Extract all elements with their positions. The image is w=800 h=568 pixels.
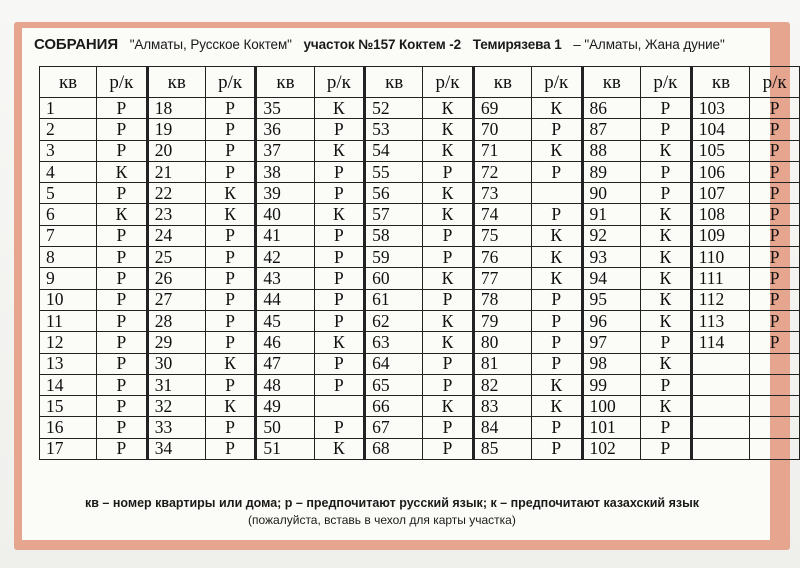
language-preference: Р bbox=[314, 161, 365, 182]
language-preference: К bbox=[641, 247, 692, 268]
apartment-number: 80 bbox=[473, 332, 531, 353]
language-preference: Р bbox=[423, 289, 474, 310]
table-row bbox=[40, 310, 800, 331]
apartment-number: 72 bbox=[473, 161, 531, 182]
language-preference: Р bbox=[314, 374, 365, 395]
language-preference: Р bbox=[205, 374, 256, 395]
apartment-number: 85 bbox=[473, 438, 531, 459]
language-preference: Р bbox=[750, 161, 800, 182]
language-preference: Р bbox=[314, 289, 365, 310]
apartment-number: 68 bbox=[365, 438, 423, 459]
apartment-number: 16 bbox=[40, 417, 97, 438]
table-row bbox=[40, 268, 800, 289]
language-preference: Р bbox=[205, 268, 256, 289]
language-preference: К bbox=[531, 247, 582, 268]
column-header-rk: р/к bbox=[531, 67, 582, 98]
language-preference: К bbox=[531, 140, 582, 161]
language-preference: Р bbox=[97, 225, 148, 246]
apartment-number: 88 bbox=[582, 140, 641, 161]
language-preference: К bbox=[641, 140, 692, 161]
language-preference: Р bbox=[423, 353, 474, 374]
language-preference: Р bbox=[750, 225, 800, 246]
header-street: Темирязева 1 bbox=[472, 37, 562, 52]
language-preference: Р bbox=[205, 161, 256, 182]
language-preference: Р bbox=[750, 289, 800, 310]
apartment-number: 63 bbox=[365, 332, 423, 353]
language-preference: К bbox=[423, 332, 474, 353]
language-preference: Р bbox=[97, 396, 148, 417]
language-preference: Р bbox=[205, 140, 256, 161]
apartment-number: 38 bbox=[256, 161, 314, 182]
apartment-number: 100 bbox=[582, 396, 641, 417]
header-congregation-2: – "Алматы, Жана дуние" bbox=[573, 37, 725, 52]
language-preference: Р bbox=[750, 310, 800, 331]
language-preference: К bbox=[314, 204, 365, 225]
apartment-number bbox=[691, 353, 750, 374]
apartment-number: 29 bbox=[147, 332, 205, 353]
apartment-number: 107 bbox=[691, 183, 750, 204]
legend-text: кв – номер квартиры или дома; р – предпочитают русский язык; к – предпочитают казахский язык bbox=[85, 496, 700, 510]
apartment-number: 15 bbox=[40, 396, 97, 417]
language-preference: К bbox=[97, 204, 148, 225]
language-preference: К bbox=[423, 396, 474, 417]
language-preference: Р bbox=[97, 247, 148, 268]
table-row bbox=[40, 289, 800, 310]
apartment-number: 5 bbox=[40, 183, 97, 204]
apartment-number: 78 bbox=[473, 289, 531, 310]
language-preference: К bbox=[423, 268, 474, 289]
apartment-number: 7 bbox=[40, 225, 97, 246]
apartment-number: 12 bbox=[40, 332, 97, 353]
apartment-number: 106 bbox=[691, 161, 750, 182]
language-preference: Р bbox=[97, 374, 148, 395]
language-preference bbox=[531, 183, 582, 204]
apartment-number: 55 bbox=[365, 161, 423, 182]
language-preference: К bbox=[641, 225, 692, 246]
apartment-number: 33 bbox=[147, 417, 205, 438]
language-preference: Р bbox=[641, 374, 692, 395]
apartment-number: 41 bbox=[256, 225, 314, 246]
apartment-number: 61 bbox=[365, 289, 423, 310]
apartment-number: 113 bbox=[691, 310, 750, 331]
apartment-number: 70 bbox=[473, 119, 531, 140]
language-preference: К bbox=[314, 140, 365, 161]
language-preference: Р bbox=[423, 247, 474, 268]
language-preference: Р bbox=[97, 119, 148, 140]
language-preference bbox=[750, 417, 800, 438]
apartment-number: 3 bbox=[40, 140, 97, 161]
language-preference: К bbox=[314, 98, 365, 119]
language-preference: Р bbox=[423, 374, 474, 395]
language-preference bbox=[750, 353, 800, 374]
apartment-number: 64 bbox=[365, 353, 423, 374]
language-preference: Р bbox=[97, 332, 148, 353]
apartment-number: 90 bbox=[582, 183, 641, 204]
apartment-number: 31 bbox=[147, 374, 205, 395]
apartment-number: 2 bbox=[40, 119, 97, 140]
language-preference: Р bbox=[531, 353, 582, 374]
language-preference: Р bbox=[750, 119, 800, 140]
table-header-row bbox=[40, 67, 800, 98]
table-row bbox=[40, 332, 800, 353]
table-row bbox=[40, 119, 800, 140]
language-preference: Р bbox=[314, 417, 365, 438]
language-preference bbox=[314, 396, 365, 417]
language-preference: К bbox=[423, 119, 474, 140]
language-preference: Р bbox=[750, 183, 800, 204]
column-header-kv: кв bbox=[40, 67, 97, 98]
language-preference: Р bbox=[641, 332, 692, 353]
language-preference: К bbox=[641, 268, 692, 289]
apartment-number: 77 bbox=[473, 268, 531, 289]
language-preference: Р bbox=[531, 310, 582, 331]
language-preference: Р bbox=[750, 268, 800, 289]
language-preference: Р bbox=[531, 161, 582, 182]
apartment-number: 51 bbox=[256, 438, 314, 459]
apartment-number: 76 bbox=[473, 247, 531, 268]
table-row bbox=[40, 396, 800, 417]
apartment-number: 71 bbox=[473, 140, 531, 161]
apartment-number: 52 bbox=[365, 98, 423, 119]
apartment-number: 84 bbox=[473, 417, 531, 438]
language-preference: Р bbox=[750, 204, 800, 225]
language-preference: Р bbox=[97, 310, 148, 331]
column-header-kv: кв bbox=[582, 67, 641, 98]
apartment-number: 56 bbox=[365, 183, 423, 204]
apartment-number: 108 bbox=[691, 204, 750, 225]
language-preference: Р bbox=[314, 268, 365, 289]
language-preference: Р bbox=[97, 417, 148, 438]
apartment-number: 35 bbox=[256, 98, 314, 119]
apartment-number: 21 bbox=[147, 161, 205, 182]
language-preference: Р bbox=[641, 98, 692, 119]
language-preference: Р bbox=[423, 161, 474, 182]
apartment-number: 46 bbox=[256, 332, 314, 353]
column-header-rk: р/к bbox=[750, 67, 800, 98]
language-preference bbox=[750, 438, 800, 459]
language-preference: Р bbox=[205, 247, 256, 268]
apartment-number: 57 bbox=[365, 204, 423, 225]
column-header-rk: р/к bbox=[205, 67, 256, 98]
apartment-number: 59 bbox=[365, 247, 423, 268]
apartment-number: 62 bbox=[365, 310, 423, 331]
apartment-number: 1 bbox=[40, 98, 97, 119]
apartment-number: 74 bbox=[473, 204, 531, 225]
apartment-number: 8 bbox=[40, 247, 97, 268]
apartment-number: 104 bbox=[691, 119, 750, 140]
language-preference: К bbox=[205, 353, 256, 374]
card-header bbox=[34, 36, 774, 58]
apartment-number: 47 bbox=[256, 353, 314, 374]
language-preference: Р bbox=[205, 98, 256, 119]
language-preference: Р bbox=[205, 225, 256, 246]
apartment-number: 69 bbox=[473, 98, 531, 119]
apartment-number: 19 bbox=[147, 119, 205, 140]
column-header-kv: кв bbox=[147, 67, 205, 98]
language-preference: Р bbox=[205, 310, 256, 331]
language-preference: Р bbox=[205, 417, 256, 438]
language-preference: К bbox=[97, 161, 148, 182]
header-congregation-1: "Алматы, Русское Коктем" bbox=[129, 37, 292, 52]
language-preference: Р bbox=[314, 353, 365, 374]
language-preference: Р bbox=[205, 119, 256, 140]
apartment-number: 6 bbox=[40, 204, 97, 225]
language-preference: Р bbox=[641, 119, 692, 140]
apartment-number: 82 bbox=[473, 374, 531, 395]
apartment-number: 42 bbox=[256, 247, 314, 268]
language-preference: К bbox=[531, 268, 582, 289]
apartment-number: 86 bbox=[582, 98, 641, 119]
language-preference: К bbox=[531, 374, 582, 395]
apartment-number: 48 bbox=[256, 374, 314, 395]
language-preference: Р bbox=[641, 183, 692, 204]
apartment-number: 99 bbox=[582, 374, 641, 395]
apartment-number: 4 bbox=[40, 161, 97, 182]
apartment-table bbox=[39, 66, 800, 460]
apartment-number: 101 bbox=[582, 417, 641, 438]
language-preference: К bbox=[205, 183, 256, 204]
apartment-number: 27 bbox=[147, 289, 205, 310]
column-header-rk: р/к bbox=[641, 67, 692, 98]
language-preference: К bbox=[641, 289, 692, 310]
column-header-kv: кв bbox=[473, 67, 531, 98]
apartment-number: 103 bbox=[691, 98, 750, 119]
apartment-number: 26 bbox=[147, 268, 205, 289]
table-row bbox=[40, 374, 800, 395]
language-preference: Р bbox=[97, 438, 148, 459]
apartment-number bbox=[691, 417, 750, 438]
language-preference: Р bbox=[531, 204, 582, 225]
language-preference: Р bbox=[641, 438, 692, 459]
apartment-number: 65 bbox=[365, 374, 423, 395]
apartment-number: 17 bbox=[40, 438, 97, 459]
apartment-number: 53 bbox=[365, 119, 423, 140]
table-row bbox=[40, 417, 800, 438]
apartment-number: 67 bbox=[365, 417, 423, 438]
apartment-number: 40 bbox=[256, 204, 314, 225]
apartment-number: 95 bbox=[582, 289, 641, 310]
apartment-number: 93 bbox=[582, 247, 641, 268]
apartment-number: 114 bbox=[691, 332, 750, 353]
apartment-number: 34 bbox=[147, 438, 205, 459]
apartment-number: 23 bbox=[147, 204, 205, 225]
column-header-kv: кв bbox=[256, 67, 314, 98]
apartment-number: 54 bbox=[365, 140, 423, 161]
language-preference: Р bbox=[314, 119, 365, 140]
apartment-number: 10 bbox=[40, 289, 97, 310]
language-preference: Р bbox=[531, 438, 582, 459]
language-preference: Р bbox=[750, 98, 800, 119]
column-header-rk: р/к bbox=[314, 67, 365, 98]
apartment-number: 39 bbox=[256, 183, 314, 204]
column-header-kv: кв bbox=[691, 67, 750, 98]
apartment-number: 58 bbox=[365, 225, 423, 246]
language-preference: Р bbox=[314, 310, 365, 331]
apartment-number: 75 bbox=[473, 225, 531, 246]
apartment-number: 24 bbox=[147, 225, 205, 246]
language-preference: К bbox=[205, 396, 256, 417]
language-preference: К bbox=[314, 438, 365, 459]
language-preference: Р bbox=[314, 225, 365, 246]
table-row bbox=[40, 204, 800, 225]
language-preference: Р bbox=[97, 353, 148, 374]
apartment-number: 32 bbox=[147, 396, 205, 417]
apartment-number: 28 bbox=[147, 310, 205, 331]
language-preference: Р bbox=[531, 289, 582, 310]
apartment-number: 97 bbox=[582, 332, 641, 353]
language-preference: Р bbox=[205, 438, 256, 459]
apartment-number: 81 bbox=[473, 353, 531, 374]
language-preference: Р bbox=[97, 289, 148, 310]
apartment-number: 87 bbox=[582, 119, 641, 140]
apartment-number: 9 bbox=[40, 268, 97, 289]
header-site: участок №157 Коктем -2 bbox=[303, 37, 462, 52]
language-preference: Р bbox=[97, 98, 148, 119]
apartment-number: 60 bbox=[365, 268, 423, 289]
language-preference: К bbox=[641, 310, 692, 331]
language-preference: Р bbox=[531, 119, 582, 140]
note-text: (пожалуйста, вставь в чехол для карты участка) bbox=[248, 513, 516, 527]
language-preference: Р bbox=[531, 417, 582, 438]
language-preference: Р bbox=[97, 268, 148, 289]
table-row bbox=[40, 353, 800, 374]
column-header-rk: р/к bbox=[423, 67, 474, 98]
apartment-number: 49 bbox=[256, 396, 314, 417]
language-preference: К bbox=[531, 225, 582, 246]
language-preference: Р bbox=[750, 332, 800, 353]
table-row bbox=[40, 140, 800, 161]
language-preference: Р bbox=[641, 417, 692, 438]
column-header-rk: р/к bbox=[97, 67, 148, 98]
apartment-number: 66 bbox=[365, 396, 423, 417]
language-preference bbox=[750, 374, 800, 395]
language-preference: Р bbox=[205, 289, 256, 310]
language-preference: Р bbox=[750, 140, 800, 161]
apartment-number bbox=[691, 438, 750, 459]
language-preference: К bbox=[641, 204, 692, 225]
language-preference: К bbox=[423, 310, 474, 331]
table-row bbox=[40, 438, 800, 459]
apartment-number: 94 bbox=[582, 268, 641, 289]
apartment-number: 112 bbox=[691, 289, 750, 310]
apartment-number: 22 bbox=[147, 183, 205, 204]
apartment-number: 13 bbox=[40, 353, 97, 374]
language-preference: Р bbox=[314, 247, 365, 268]
apartment-number: 25 bbox=[147, 247, 205, 268]
apartment-number: 45 bbox=[256, 310, 314, 331]
apartment-number: 37 bbox=[256, 140, 314, 161]
language-preference: К bbox=[314, 332, 365, 353]
apartment-number: 11 bbox=[40, 310, 97, 331]
apartment-number: 98 bbox=[582, 353, 641, 374]
language-preference: К bbox=[423, 183, 474, 204]
language-preference bbox=[750, 396, 800, 417]
apartment-number: 109 bbox=[691, 225, 750, 246]
language-preference: К bbox=[531, 396, 582, 417]
language-preference: Р bbox=[423, 438, 474, 459]
apartment-number: 105 bbox=[691, 140, 750, 161]
apartment-number: 96 bbox=[582, 310, 641, 331]
table-row bbox=[40, 98, 800, 119]
apartment-number: 50 bbox=[256, 417, 314, 438]
language-preference: Р bbox=[314, 183, 365, 204]
apartment-number: 89 bbox=[582, 161, 641, 182]
language-preference: К bbox=[641, 353, 692, 374]
apartment-number: 79 bbox=[473, 310, 531, 331]
header-lead: СОБРАНИЯ bbox=[34, 36, 119, 53]
apartment-number: 36 bbox=[256, 119, 314, 140]
column-header-kv: кв bbox=[365, 67, 423, 98]
language-preference: Р bbox=[423, 417, 474, 438]
apartment-number: 102 bbox=[582, 438, 641, 459]
language-preference: К bbox=[205, 204, 256, 225]
apartment-number: 92 bbox=[582, 225, 641, 246]
apartment-number: 30 bbox=[147, 353, 205, 374]
language-preference: К bbox=[423, 140, 474, 161]
language-preference: Р bbox=[641, 161, 692, 182]
language-preference: К bbox=[423, 98, 474, 119]
apartment-number: 14 bbox=[40, 374, 97, 395]
apartment-number: 44 bbox=[256, 289, 314, 310]
apartment-number: 73 bbox=[473, 183, 531, 204]
apartment-number: 91 bbox=[582, 204, 641, 225]
table-row bbox=[40, 247, 800, 268]
language-preference: К bbox=[423, 204, 474, 225]
apartment-number: 110 bbox=[691, 247, 750, 268]
apartment-number: 83 bbox=[473, 396, 531, 417]
apartment-number: 111 bbox=[691, 268, 750, 289]
apartment-number: 18 bbox=[147, 98, 205, 119]
apartment-number: 43 bbox=[256, 268, 314, 289]
table-row bbox=[40, 183, 800, 204]
language-preference: К bbox=[531, 98, 582, 119]
language-preference: Р bbox=[97, 140, 148, 161]
language-preference: Р bbox=[97, 183, 148, 204]
language-preference: К bbox=[641, 396, 692, 417]
language-preference: Р bbox=[205, 332, 256, 353]
language-preference: Р bbox=[423, 225, 474, 246]
apartment-number: 20 bbox=[147, 140, 205, 161]
apartment-number bbox=[691, 374, 750, 395]
table-row bbox=[40, 225, 800, 246]
language-preference: Р bbox=[531, 332, 582, 353]
table-row bbox=[40, 161, 800, 182]
language-preference: Р bbox=[750, 247, 800, 268]
apartment-number bbox=[691, 396, 750, 417]
